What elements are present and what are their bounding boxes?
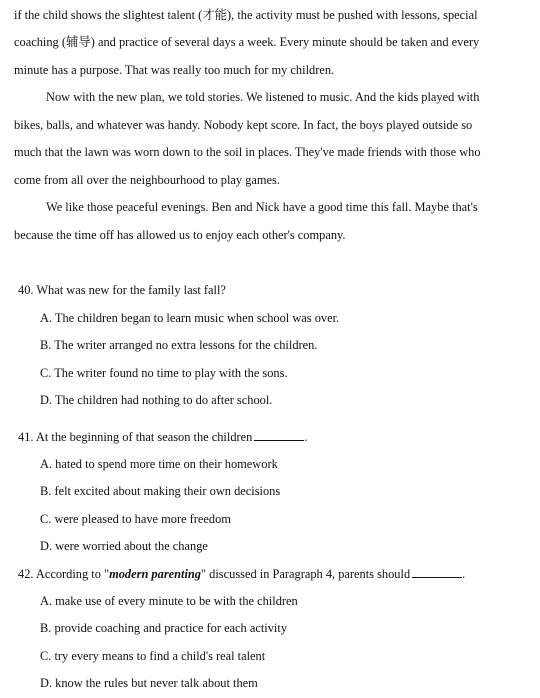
question-stem: 40. What was new for the family last fall? (18, 283, 226, 297)
option-c: C. were pleased to have more freedom (40, 512, 231, 526)
question-stem-end: . (304, 430, 308, 444)
question-stem (18, 565, 465, 582)
passage-line: because the time off has allowed us to enjoy each other's company. (14, 228, 346, 242)
question-stem-text: 41. At the beginning of that season the children (18, 430, 253, 444)
answer-blank (412, 565, 462, 578)
passage-line: minute has a purpose. That was really too much for my children. (14, 63, 335, 77)
option-c: C. The writer found no time to play with the sons. (40, 366, 288, 380)
question-stem-end: . (462, 567, 466, 581)
option-b: B. provide coaching and practice for each activity (40, 621, 288, 635)
question-stem (18, 428, 307, 445)
option-c: C. try every means to find a child's real talent (40, 649, 266, 663)
question-stem-emphasis: modern parenting (109, 567, 202, 581)
option-d: D. know the rules but never talk about them (40, 676, 258, 690)
option-b: B. The writer arranged no extra lessons for the children. (40, 338, 318, 352)
passage-line: coaching (辅导) and practice of several days a week. Every minute should be taken and every (14, 35, 480, 49)
option-a: A. make use of every minute to be with the children (40, 594, 298, 608)
passage-line: come from all over the neighbourhood to play games. (14, 173, 280, 187)
answer-blank (254, 428, 304, 441)
option-d: D. The children had nothing to do after school. (40, 393, 273, 407)
question-stem-pre: 42. According to " (18, 567, 110, 581)
passage-line: We like those peaceful evenings. Ben and Nick have a good time this fall. Maybe that's (46, 200, 478, 214)
option-a: A. hated to spend more time on their homework (40, 457, 278, 471)
passage-line: if the child shows the slightest talent (才能), the activity must be pushed with lessons, special (14, 8, 478, 22)
question-stem-post: " discussed in Paragraph 4, parents should (201, 567, 411, 581)
option-a: A. The children began to learn music when school was over. (40, 311, 340, 325)
option-d: D. were worried about the change (40, 539, 208, 553)
passage-line: bikes, balls, and whatever was handy. Nobody kept score. In fact, the boys played outside so (14, 118, 473, 132)
passage-line: Now with the new plan, we told stories. We listened to music. And the kids played with (46, 90, 480, 104)
passage-line: much that the lawn was worn down to the soil in places. They've made friends with those who (14, 145, 481, 159)
option-b: B. felt excited about making their own decisions (40, 484, 281, 498)
